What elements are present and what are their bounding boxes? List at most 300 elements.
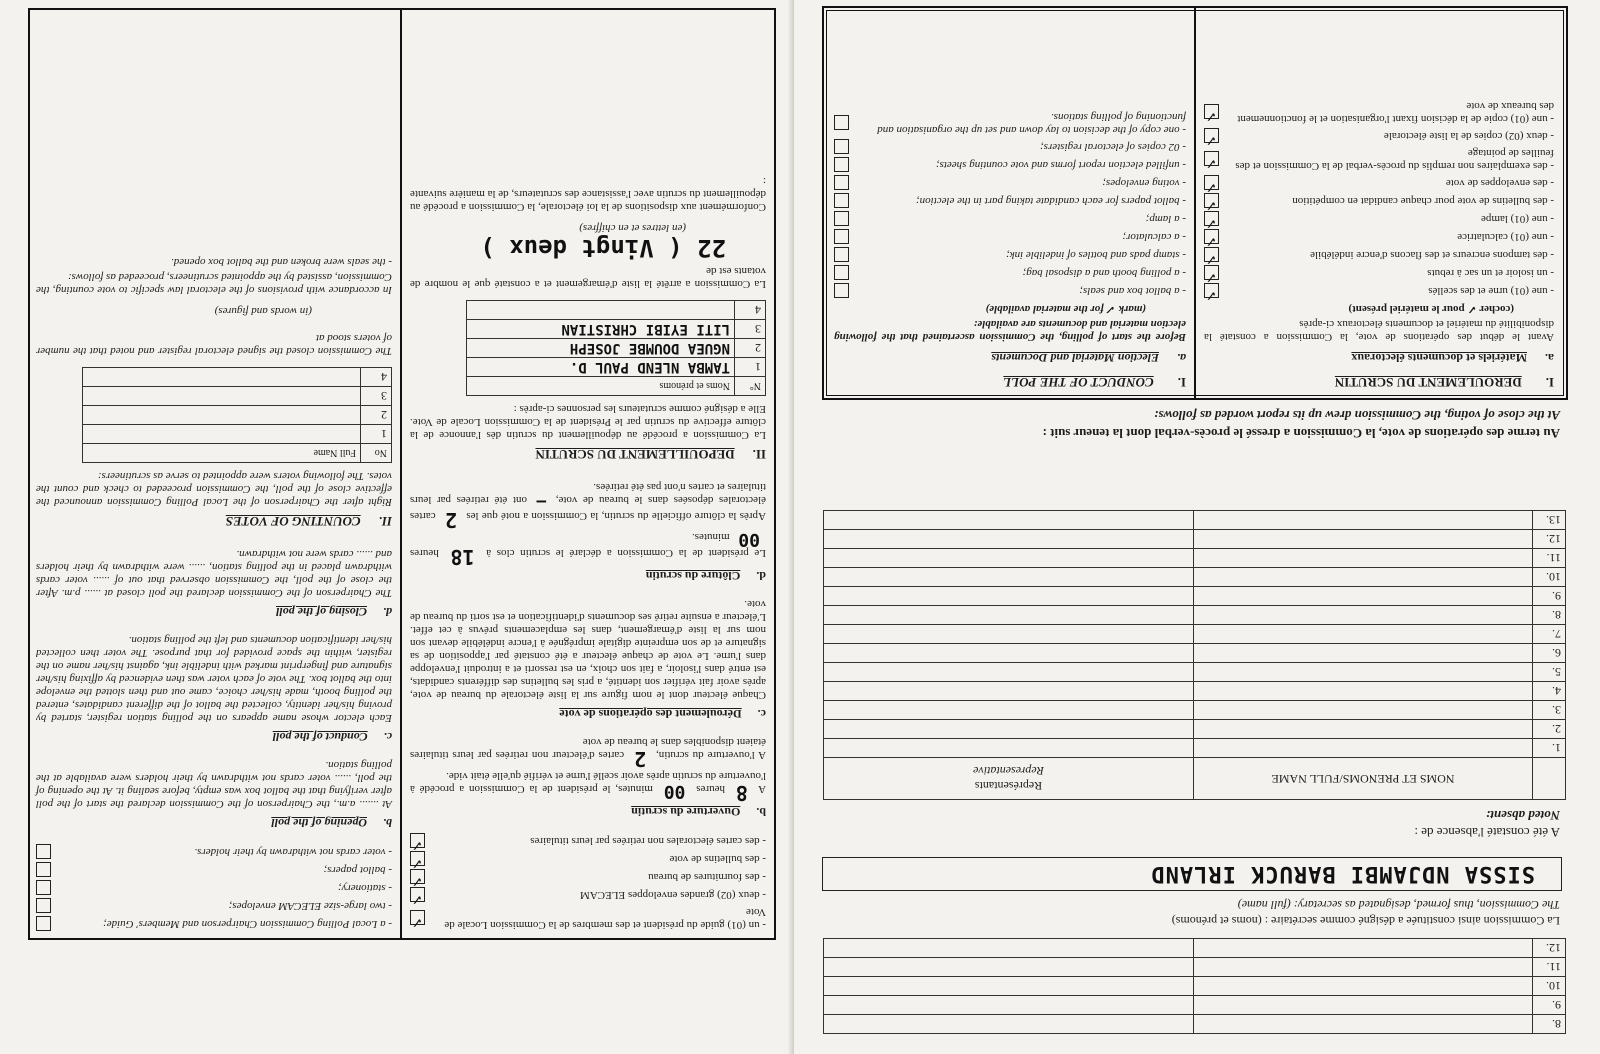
closing-title-en: [36, 605, 392, 619]
checkmark-icon: ✓: [1205, 215, 1217, 231]
final-text-fr: Conformément aux dispositions de la loi électorale, la Commission a procédé au dépouillement du scrutin avec l'assistance des scrutateurs, de la manière suivante :: [410, 175, 766, 213]
absentees-row-rep[interactable]: [824, 606, 1194, 625]
checklist-item: [1204, 99, 1554, 125]
members-row-number: 11.: [1533, 958, 1566, 977]
conduct-heading-fr: Déroulement des opérations de vote: [559, 707, 742, 721]
absentees-row-number: 1.: [1533, 739, 1566, 758]
absence-en: Noted absent:: [1485, 808, 1560, 823]
right-en-column: [36, 255, 392, 934]
closing-label-en: d.: [383, 605, 392, 619]
absentees-row: [824, 587, 1566, 606]
scrutineer-row-en: [83, 368, 392, 387]
members-table: [823, 938, 1566, 1034]
checklist-item: [410, 833, 766, 853]
members-row: [824, 958, 1566, 977]
checklist-item: [834, 139, 1186, 154]
closing-text3: minutes.: [691, 531, 730, 543]
absentees-row: [824, 568, 1566, 587]
section-one-en-title: [834, 375, 1186, 390]
absentees-rep-header-fr: Représentants: [974, 779, 1043, 794]
supplies-checklist-fr: [410, 833, 766, 931]
absentees-row-name[interactable]: [1194, 568, 1533, 587]
voters-text-en: The Commission closed the signed electoral register and noted that the number of voters stood at: [36, 332, 392, 357]
closing-minutes-value: 00: [738, 529, 760, 550]
secretary-name: SISSA NDJAMBI BARUCK IRLAND: [1150, 861, 1535, 886]
members-row-role[interactable]: [824, 939, 1194, 958]
absentees-row-rep[interactable]: [824, 663, 1194, 682]
checklist-item: [1204, 229, 1554, 249]
checklist-item: [410, 869, 766, 889]
voters-note-en: (in words and figures): [214, 305, 312, 317]
checkbox[interactable]: [1204, 128, 1219, 148]
scrutineers-name-header: Noms et prénoms: [467, 377, 735, 396]
scrutineer-number-en: 2: [361, 406, 392, 425]
checkbox[interactable]: [834, 247, 849, 262]
checkbox[interactable]: [36, 844, 51, 859]
absentees-name-header: NOMS ET PRENOMS/FULL NAME: [1194, 758, 1533, 800]
checklist-item: [36, 880, 392, 895]
checkbox[interactable]: [834, 211, 849, 226]
conduct-label-fr: c.: [757, 707, 766, 721]
absentees-row-number: 13.: [1533, 511, 1566, 530]
checklist-item-label: - des bulletins de vote pour chaque candidat en compétition: [1292, 195, 1554, 207]
checklist-item-label: - ballot papers;: [323, 864, 392, 876]
members-row-number: 9.: [1533, 996, 1566, 1015]
section-one-fr-title: [1204, 375, 1554, 390]
absentees-row-name[interactable]: [1194, 606, 1533, 625]
opening-minutes-value: 00: [663, 781, 686, 802]
absentees-row-number: 7.: [1533, 625, 1566, 644]
absentees-row: [824, 663, 1566, 682]
left-page: [788, 0, 1600, 1054]
closing-text-fr: [409, 480, 766, 569]
sections-divider: [400, 8, 402, 940]
checkbox[interactable]: [1204, 229, 1219, 249]
absentees-row: [824, 644, 1566, 663]
checklist-item: [834, 247, 1186, 262]
checklist-item: [1204, 265, 1554, 285]
checkmark-icon: ✓: [1205, 233, 1217, 249]
absentees-row-name[interactable]: [1194, 720, 1533, 739]
opening-heading-fr: Ouverture du scrutin: [631, 805, 741, 819]
absentees-row-rep[interactable]: [824, 701, 1194, 720]
opening-label-en: b.: [383, 816, 392, 830]
closing-text4: Après la clôture officielle du scrutin, la Commission a noté que les: [466, 510, 766, 522]
checkmark-icon: ✓: [1205, 108, 1217, 125]
checklist-item-label: - une (01) copie de la décision fixant l'organisation et le fonctionnement des bureaux de vote: [1237, 100, 1554, 125]
absentees-row: [824, 530, 1566, 549]
voters-text-fr: La Commission a arrêté la liste d'émargement et a constaté que le nombre de votants est de: [410, 265, 766, 290]
checklist-item: [1204, 283, 1554, 303]
scrutineer-name-en[interactable]: [83, 406, 361, 425]
checkbox[interactable]: [1204, 193, 1219, 213]
checkmark-icon: ✓: [411, 914, 423, 931]
opening-title-fr: [410, 805, 766, 819]
checkbox[interactable]: [410, 851, 425, 871]
section-one-note-en: (mark ✓ for the material available): [985, 303, 1146, 315]
scrutineer-row-en: [83, 425, 392, 444]
counting-number-fr: II.: [752, 447, 766, 462]
checkbox[interactable]: [1204, 152, 1219, 172]
scrutineer-name-en[interactable]: [83, 425, 361, 444]
checklist-item: [834, 283, 1186, 298]
secretary-name-box: [822, 857, 1562, 891]
absentees-row-number: 4.: [1533, 682, 1566, 701]
checkmark-icon: ✓: [1205, 287, 1217, 303]
checklist-item-label: - des cartes électorales non retirées par leurs titulaires: [530, 835, 766, 847]
members-row: [824, 939, 1566, 958]
absentees-row-number: 10.: [1533, 568, 1566, 587]
secretary-designation-en: The Commission, thus formed, designated as secretary: (full name): [1237, 898, 1560, 912]
absentees-row-name[interactable]: [1194, 701, 1533, 720]
members-row: [824, 996, 1566, 1015]
absentees-row: [824, 682, 1566, 701]
checklist-item: [834, 175, 1186, 190]
closing-withdrawn-value: —: [536, 493, 547, 512]
scrutineer-row: [467, 358, 766, 377]
right-fr-column: [410, 174, 766, 934]
scrutineers-num-header-en: No: [361, 444, 392, 463]
members-row-number: 10.: [1533, 977, 1566, 996]
voters-count-value: 22 ( Vingt deux ): [480, 234, 726, 262]
checkbox[interactable]: [410, 911, 425, 931]
checklist-item: [36, 844, 392, 859]
checklist-item-label: - two large-size ELECAM envelopes;: [228, 900, 392, 912]
checklist-item: [36, 862, 392, 877]
scrutineer-name[interactable]: LITI EYIBI CHRISTIAN: [467, 320, 735, 339]
absentees-row-rep[interactable]: [824, 549, 1194, 568]
scrutineer-name[interactable]: NGUEA DOUMBE JOSEPH: [467, 339, 735, 358]
absentees-row-number: 6.: [1533, 644, 1566, 663]
scrutineer-number: 2: [735, 339, 766, 358]
counting-heading-fr: DEPOUILLEMENT DU SCRUTIN: [535, 447, 735, 462]
checkmark-icon: ✓: [411, 837, 423, 853]
checklist-item: [834, 265, 1186, 280]
closing-hours-value: 18: [450, 545, 475, 569]
section-one-en-column: [834, 110, 1186, 390]
subsection-a-en: [834, 351, 1186, 365]
checklist-item-label: - a lamp;: [1145, 213, 1186, 225]
closing-text6: ont été retirées par leurs titulaires et: [409, 481, 766, 506]
subsection-a-label-en: a.: [1177, 351, 1186, 365]
checklist-item-label: - une (01) lampe: [1481, 213, 1554, 225]
members-row-number: 8.: [1533, 1015, 1566, 1034]
checkbox[interactable]: [834, 193, 849, 208]
checklist-item-label: - a calculator;: [1122, 231, 1186, 243]
section-one-intro-en: Before the start of polling, the Commission ascertained that the following election material and documents are available:: [834, 318, 1186, 343]
absentees-row: [824, 606, 1566, 625]
absentees-row-number: 12.: [1533, 530, 1566, 549]
checkmark-icon: ✓: [411, 855, 423, 871]
checkbox[interactable]: [1204, 175, 1219, 195]
scrutineer-row: [467, 301, 766, 320]
section-one-number: I.: [1545, 375, 1554, 390]
final-item-en: - the seals were broken and the ballot box opened.: [171, 256, 392, 268]
opening-hours-value: 8: [735, 781, 748, 805]
closing-title-fr: [410, 569, 766, 583]
checklist-item: [410, 905, 766, 931]
scrutineer-row: [467, 339, 766, 358]
conduct-text-en: Each elector whose name appears on the polling station register, started by proving his/her identity, collected the ballot of the different candidates, entered the polling booth, made his/her choice, came out and then slotted the envelope into the ballot box. The vote of each voter was then evidenced by affixing his/her signature and fingerprint marked with indelible ink, against his/her name on the register, within the space provided for that purpose. The voter then collected his/her identification documents and left the polling station.: [36, 634, 392, 724]
opening-text4: A l'ouverture du scrutin,: [656, 749, 766, 761]
checklist-item: [1204, 193, 1554, 213]
section-one-title-fr: DEROULEMENT DU SCRUTIN: [1334, 375, 1522, 390]
absentees-row-rep[interactable]: [824, 530, 1194, 549]
checklist-item-label: - ballot papers for each candidate taking part in the election;: [915, 195, 1186, 207]
closing-label-fr: d.: [756, 569, 766, 583]
absentees-row-number: 9.: [1533, 587, 1566, 606]
checkbox[interactable]: [410, 833, 425, 853]
opening-text5: cartes d'électeur non retirées par leurs titulaires étaient disponibles dans le bureau de vote: [409, 736, 766, 761]
closing-text1: Le président de la Commission a déclaré le scrutin clos à: [486, 547, 766, 559]
absentees-rep-header: [824, 758, 1194, 800]
scrutineer-name[interactable]: TAMBA NLEND PAUL D.: [467, 358, 735, 377]
secretary-designation-fr: La Commission ainsi constituée a désigné comme secrétaire : (noms et prénoms): [1171, 914, 1560, 928]
checklist-item: [1204, 128, 1554, 148]
scrutineer-name-en[interactable]: [83, 368, 361, 387]
checklist-item: [834, 193, 1186, 208]
checklist-item-label: - des exemplaires non remplis du procès-verbal de la Commission et des feuilles de pointage: [1235, 147, 1554, 172]
absentees-row-rep[interactable]: [824, 682, 1194, 701]
absentees-row-rep[interactable]: [824, 587, 1194, 606]
checklist-item-label: - unfilled election report forms and vote counting sheets;: [935, 159, 1186, 171]
material-checklist-fr: [1204, 99, 1554, 303]
checklist-item-label: - un isoloir et un sac à rebuts: [1427, 267, 1554, 279]
checkmark-icon: ✓: [411, 891, 423, 907]
members-row: [824, 1015, 1566, 1034]
subsection-a-title-fr: Matériels et documents électoraux: [1351, 351, 1527, 365]
checkbox[interactable]: [1204, 211, 1219, 231]
absentees-row-name[interactable]: [1194, 587, 1533, 606]
checklist-item-label: - voting envelopes;: [1102, 177, 1186, 189]
checkbox[interactable]: [834, 139, 849, 154]
counting-title-en: [36, 514, 392, 529]
opening-text2: heures: [696, 783, 725, 795]
counting-text-fr: La Commission a procédé au dépouillement du scrutin dès l'annonce de la clôture effective du scrutin par le Président de la Commission Locale de Vote. Elle a désigné comme scrutateurs les personnes ci-après :: [410, 403, 766, 441]
checklist-item: [834, 229, 1186, 244]
section-one-title-en: CONDUCT OF THE POLL: [1003, 375, 1154, 390]
subsection-a-label: a.: [1545, 351, 1554, 365]
checklist-item-label: - un (01) guide du président et des membres de la Commission Locale de Vote: [444, 906, 766, 931]
section-one-note-fr: (cocher ✓ pour le matériel présent): [1348, 303, 1514, 315]
absentees-row-number: 11.: [1533, 549, 1566, 568]
closing-text-en: The Chairperson of the Commission declared the poll closed at ...... p.m. After the close of the poll, the Commission observed that out of ...... voter cards withdrawn placed in the polling station, ...... were withdrawn by their holders and ...... cards were not withdrawn.: [36, 548, 392, 599]
absentees-row: [824, 625, 1566, 644]
absentees-row-name[interactable]: [1194, 644, 1533, 663]
checkbox[interactable]: [36, 880, 51, 895]
closing-text5: cartes électorales déposées dans le bureau de vote,: [409, 494, 766, 522]
checklist-item-label: - des fournitures de bureau: [648, 871, 766, 883]
absentees-row: [824, 739, 1566, 758]
absentees-row: [824, 720, 1566, 739]
members-row-name[interactable]: [1194, 958, 1533, 977]
conduct-label-en: c.: [383, 730, 392, 744]
scrutineer-number-en: 4: [361, 368, 392, 387]
conduct-text-fr: Chaque électeur dont le nom figure sur la liste électorale du bureau de vote, après avoir fait vérifier son identité, a pris les bulletins des différents candidats, est entré dans l'isoloir, a fait son choix, en est ressorti et a introduit l'enveloppe dans l'urne. Le vote de chaque électeur a été constaté par l'apposition de sa signature et de son empreinte digitale imprégnée à l'encre indélébile devant son nom sur la liste d'émargement, dans les emplacements prévus à cet effet. L'électeur a ensuite retiré ses documents d'identification et est sorti du bureau de vote.: [410, 598, 766, 701]
checkbox[interactable]: [36, 898, 51, 913]
checklist-item-label: - des enveloppes de vote: [1445, 177, 1554, 189]
absentees-row-rep[interactable]: [824, 720, 1194, 739]
absentees-rep-header-en: Representative: [973, 764, 1044, 779]
members-row-name[interactable]: [1194, 977, 1533, 996]
checklist-item: [36, 898, 392, 913]
counting-text-en: Right after the Chairperson of the Local Polling Commission announced the effective close of the poll, the Commission proceeded to check and count the votes. The following voters were appointed to serve as scrutineers:: [36, 470, 392, 508]
absentees-row-rep[interactable]: [824, 739, 1194, 758]
checklist-item-label: - 02 copies of electoral registers;: [1040, 141, 1186, 153]
checkbox[interactable]: [834, 229, 849, 244]
checkmark-icon: ✓: [1205, 269, 1217, 285]
checkbox[interactable]: [834, 116, 849, 131]
absentees-row-rep[interactable]: [824, 568, 1194, 587]
conduct-title-fr: [410, 707, 766, 721]
checkbox[interactable]: [36, 916, 51, 931]
checkmark-icon: ✓: [1205, 251, 1217, 267]
absentees-row-name[interactable]: [1194, 530, 1533, 549]
checklist-item-label: - a ballot box and seals;: [1079, 285, 1186, 297]
closing-cards-line: [409, 480, 766, 532]
absentees-row-number: 3.: [1533, 701, 1566, 720]
members-row-name[interactable]: [1194, 939, 1533, 958]
closing-text2: heures: [410, 547, 439, 559]
absentees-row-name[interactable]: [1194, 682, 1533, 701]
checklist-item-label: - une (01) urne et des scellés: [1428, 285, 1554, 297]
checkbox[interactable]: [36, 862, 51, 877]
opening-cards-value: 2: [634, 747, 647, 771]
scrutineer-number: 3: [735, 320, 766, 339]
checkmark-icon: ✓: [1205, 155, 1217, 172]
members-row-role[interactable]: [824, 1015, 1194, 1034]
section-one-number-en: I.: [1177, 375, 1186, 390]
checklist-item-label: - deux (02) copies de la liste électorale: [1383, 130, 1554, 142]
voters-note-fr: (en lettres et en chiffres): [579, 222, 686, 234]
checklist-item-label: - stationery;: [337, 882, 392, 894]
checklist-item-label: - a polling booth and a disposal bag;: [1022, 267, 1186, 279]
counting-title-fr: [410, 447, 766, 462]
absentees-row: [824, 549, 1566, 568]
absentees-row-name[interactable]: [1194, 625, 1533, 644]
members-row-name[interactable]: [1194, 996, 1533, 1015]
absentees-row-name[interactable]: [1194, 739, 1533, 758]
absentees-row-name[interactable]: [1194, 511, 1533, 530]
closing-statement-fr: Au terme des opérations de vote, la Commission a dressé le procès-verbal dont la teneur suit :: [1042, 426, 1560, 441]
absentees-row-number: 8.: [1533, 606, 1566, 625]
absentees-row: [824, 701, 1566, 720]
checkbox[interactable]: [410, 869, 425, 889]
opening-label-fr: b.: [756, 805, 766, 819]
members-row-name[interactable]: [1194, 1015, 1533, 1034]
checkmark-icon: ✓: [1205, 197, 1217, 213]
scrutineers-table-en: [82, 367, 392, 463]
checkmark-icon: ✓: [411, 873, 423, 889]
members-row: [824, 977, 1566, 996]
checklist-item: [1204, 175, 1554, 195]
scrutineer-number-en: 3: [361, 387, 392, 406]
absentees-row-rep[interactable]: [824, 644, 1194, 663]
opening-text-fr: [409, 735, 766, 805]
conduct-heading-en: Conduct of the poll: [272, 730, 368, 744]
absentees-row-name[interactable]: [1194, 663, 1533, 682]
checklist-item-label: - une (01) calculatrice: [1457, 231, 1554, 243]
scrutineer-number: 1: [735, 358, 766, 377]
checklist-item: [1204, 247, 1554, 267]
checkbox[interactable]: [1204, 247, 1219, 267]
members-row-role[interactable]: [824, 958, 1194, 977]
closing-heading-en: Closing of the poll: [275, 605, 367, 619]
absentees-table: [823, 510, 1566, 800]
absentees-row-number: 2.: [1533, 720, 1566, 739]
checklist-item-label: - des tampons encreurs et des flacons d'encre indélébile: [1310, 249, 1554, 261]
scrutineers-table-fr: [466, 300, 766, 396]
checkbox[interactable]: [1204, 283, 1219, 303]
checklist-item-label: - stamp pads and bottles of indelible ink;: [1006, 249, 1186, 261]
absentees-row-name[interactable]: [1194, 549, 1533, 568]
scrutineer-number-en: 1: [361, 425, 392, 444]
subsection-a-title-en: Election Material and Documents: [991, 351, 1159, 365]
absence-fr: A été constaté l'absence de :: [1414, 825, 1560, 840]
closing-heading-fr: Clôture du scrutin: [645, 569, 741, 583]
final-text-en: In accordance with provisions of the electoral law specific to vote counting, the Commission, assisted by the appointed scrutineers, proceeded as follows:: [36, 271, 392, 296]
checkmark-icon: ✓: [1205, 179, 1217, 195]
right-page: [0, 0, 788, 1054]
supplies-checklist-en: [36, 844, 392, 931]
section-one-divider: [1194, 6, 1196, 400]
checkbox[interactable]: [410, 887, 425, 907]
scrutineer-row-en: [83, 387, 392, 406]
conduct-title-en: [36, 730, 392, 744]
checkbox[interactable]: [834, 283, 849, 298]
subsection-a-fr: [1204, 351, 1554, 365]
checklist-item: [834, 110, 1186, 136]
members-row-number: 12.: [1533, 939, 1566, 958]
scrutineers-num-header: N°: [735, 377, 766, 396]
scrutineer-number: 4: [735, 301, 766, 320]
opening-text3: minutes, le président de la Commission a procédé à l'ouverture du scrutin après avoir scellé l'urne et vérifié qu'elle était vide.: [409, 770, 766, 795]
members-row-role[interactable]: [824, 996, 1194, 1015]
checkbox[interactable]: [834, 175, 849, 190]
scrutineer-row: [467, 320, 766, 339]
checklist-item-label: - des bulletins de vote: [669, 853, 766, 865]
checkbox[interactable]: [1204, 105, 1219, 125]
checklist-item-label: - voter cards not withdrawn by their holders.: [194, 846, 392, 858]
absentees-row-rep[interactable]: [824, 625, 1194, 644]
checkbox[interactable]: [834, 157, 849, 172]
checkbox[interactable]: [834, 265, 849, 280]
checkbox[interactable]: [1204, 265, 1219, 285]
scrutineer-row-en: [83, 406, 392, 425]
members-row-role[interactable]: [824, 977, 1194, 996]
scrutineer-name-en[interactable]: [83, 387, 361, 406]
scrutineers-name-header-en: Full Name: [83, 444, 361, 463]
counting-heading-en: COUNTING OF VOTES: [225, 514, 361, 529]
closing-statement-en: At the close of voting, the Commission drew up its report worded as follows:: [1154, 408, 1560, 423]
checklist-item: [36, 916, 392, 931]
scrutineer-name[interactable]: [467, 301, 735, 320]
opening-title-en: [36, 816, 392, 830]
checklist-item: [410, 851, 766, 871]
section-one-intro-fr: Avant le début des opérations de vote, la Commission a constaté la disponibilité du matériel et documents électoraux ci-après: [1204, 318, 1554, 343]
checklist-item: [1204, 211, 1554, 231]
checkmark-icon: ✓: [1205, 132, 1217, 148]
opening-cards-line: [409, 735, 766, 771]
counting-number-en: II.: [378, 514, 392, 529]
absentees-row-rep[interactable]: [824, 511, 1194, 530]
checklist-item: [410, 887, 766, 907]
checklist-item-label: - one copy of the decision to lay down and set up the organisation and functioning of polling stations.: [877, 111, 1186, 136]
opening-text1: A: [758, 783, 766, 795]
closing-cards-value: 2: [444, 508, 457, 532]
checklist-item: [834, 157, 1186, 172]
opening-text-en: At ....... a.m., the Chairperson of the Commission declared the start of the poll after verifying that the ballot box was empty, before sealing it. At the opening of the poll, ...... voter cards not withdrawn by their holders were available at the polling station.: [36, 759, 392, 810]
